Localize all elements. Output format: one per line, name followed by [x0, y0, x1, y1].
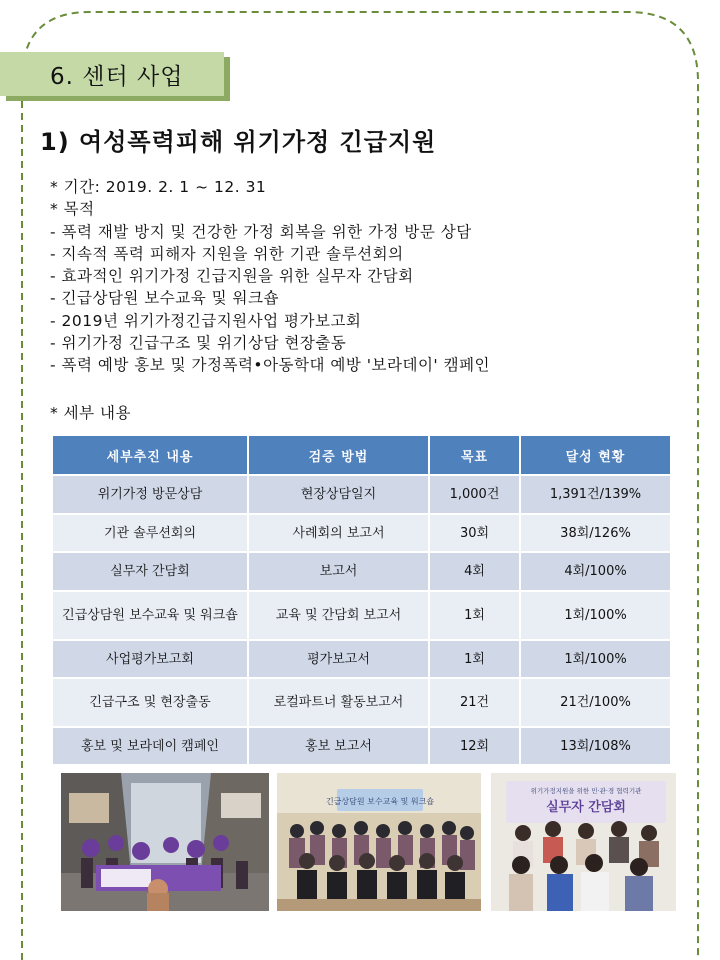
section-tag — [0, 52, 224, 96]
table-cell: 38회/126% — [520, 514, 671, 552]
purpose-heading: * 목적 — [50, 200, 95, 219]
results-table — [51, 434, 672, 766]
table-cell: 1회 — [429, 591, 520, 640]
workshop-photo — [277, 773, 481, 911]
table-cell: 4회 — [429, 552, 520, 591]
table-cell: 기관 솔루션회의 — [52, 514, 248, 552]
purpose-item: - 긴급상담원 보수교육 및 워크숍 — [50, 289, 279, 308]
meeting-banner-big-text: 실무자 간담회 — [546, 800, 626, 815]
period-line: * 기간: 2019. 2. 1 ~ 12. 31 — [50, 178, 267, 196]
purpose-item: - 효과적인 위기가정 긴급지원을 위한 실무자 간담회 — [50, 267, 414, 286]
purpose-item: - 위기가정 긴급구조 및 위기상담 현장출동 — [50, 334, 347, 353]
table-cell: 위기가정 방문상담 — [52, 475, 248, 514]
table-cell: 현장상담일지 — [248, 475, 429, 514]
table-cell: 21건 — [429, 678, 520, 727]
table-row — [52, 514, 671, 552]
table-cell: 30회 — [429, 514, 520, 552]
table-row — [52, 552, 671, 591]
page-title: 1) 여성폭력피해 위기가정 긴급지원 — [40, 128, 437, 156]
table-cell: 홍보 보고서 — [248, 727, 429, 765]
purpose-item: - 지속적 폭력 피해자 지원을 위한 기관 솔루션회의 — [50, 244, 404, 263]
table-cell: 로컬파트너 활동보고서 — [248, 678, 429, 727]
table-cell: 교육 및 간담회 보고서 — [248, 591, 429, 640]
detail-heading: * 세부 내용 — [50, 404, 131, 422]
table-cell: 1,391건/139% — [520, 475, 671, 514]
table-cell: 12회 — [429, 727, 520, 765]
table-header-row — [52, 435, 671, 475]
purpose-item: - 폭력 재발 방지 및 건강한 가정 회복을 위한 가정 방문 상담 — [50, 222, 472, 241]
table-cell: 1회 — [429, 640, 520, 678]
table-cell: 4회/100% — [520, 552, 671, 591]
col-header: 목표 — [429, 435, 520, 475]
campaign-photo — [61, 773, 269, 911]
table-cell: 사업평가보고회 — [52, 640, 248, 678]
purpose-item: - 2019년 위기가정긴급지원사업 평가보고회 — [50, 311, 362, 330]
table-cell: 21건/100% — [520, 678, 671, 727]
table-cell: 긴급상담원 보수교육 및 워크숍 — [52, 591, 248, 640]
meeting-photo — [491, 773, 676, 911]
description-list — [50, 176, 490, 377]
table-row — [52, 591, 671, 640]
col-header: 세부추진 내용 — [52, 435, 248, 475]
col-header: 달성 현황 — [520, 435, 671, 475]
table-row — [52, 475, 671, 514]
section-label: 6. 센터 사업 — [50, 64, 184, 90]
table-cell: 실무자 간담회 — [52, 552, 248, 591]
workshop-banner-text: 긴급상담원 보수교육 및 워크숍 — [325, 797, 435, 806]
table-cell: 사례회의 보고서 — [248, 514, 429, 552]
table-cell: 평가보고서 — [248, 640, 429, 678]
table-cell: 긴급구조 및 현장출동 — [52, 678, 248, 727]
table-cell: 13회/108% — [520, 727, 671, 765]
purpose-item: - 폭력 예방 홍보 및 가정폭력•아동학대 예방 '보라데이' 캠페인 — [50, 356, 491, 375]
table-cell: 홍보 및 보라데이 캠페인 — [52, 727, 248, 765]
col-header: 검증 방법 — [248, 435, 429, 475]
table-row — [52, 640, 671, 678]
table-cell: 보고서 — [248, 552, 429, 591]
meeting-banner-small-text: 위기가정지원을 위한 민·관·경 협력기관 — [530, 787, 642, 795]
table-row — [52, 727, 671, 765]
table-cell: 1회/100% — [520, 640, 671, 678]
table-row — [52, 678, 671, 727]
table-cell: 1회/100% — [520, 591, 671, 640]
table-cell: 1,000건 — [429, 475, 520, 514]
